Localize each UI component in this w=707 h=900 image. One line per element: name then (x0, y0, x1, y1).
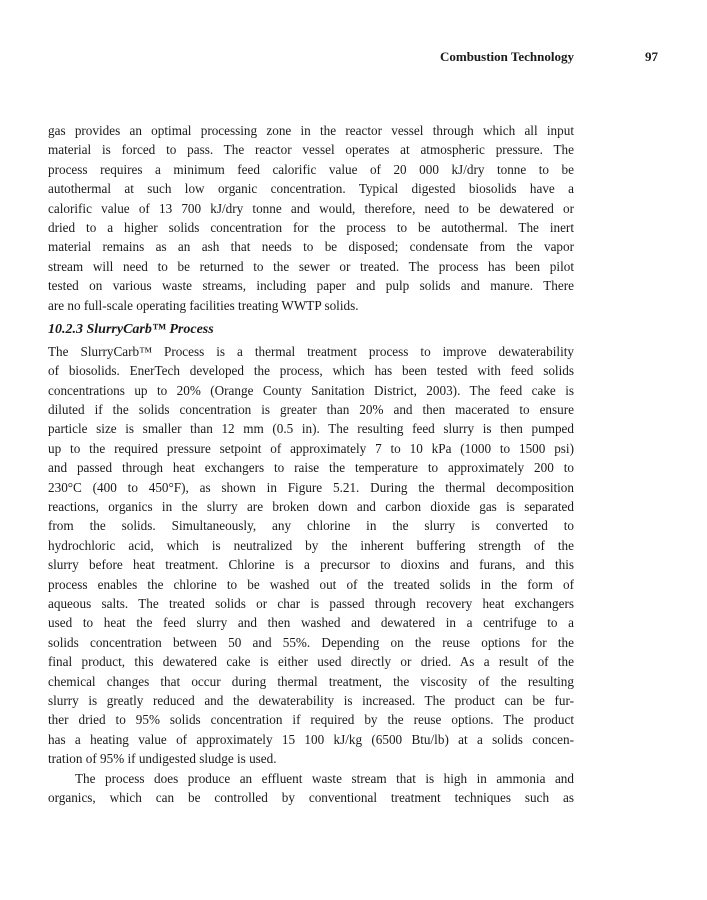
text-line: from the solids. Simultaneously, any chlorine in the slurry is converted to (48, 518, 574, 534)
text-line: of biosolids. EnerTech developed the process, which has been tested with feed solids (48, 363, 574, 379)
text-line: up to the required pressure setpoint of approximately 7 to 10 kPa (1000 to 1500 psi) (48, 440, 574, 456)
page-body (48, 121, 574, 807)
text-line: ther dried to 95% solids concentration if required by the reuse options. The product (48, 712, 574, 728)
text-line: process requires a minimum feed calorific value of 20 000 kJ/dry tonne to be (48, 161, 574, 177)
text-line: slurry before heat treatment. Chlorine is a precursor to dioxins and furans, and this (48, 557, 574, 573)
paragraph-effluent (48, 769, 574, 808)
text-line: aqueous salts. The treated solids or char is passed through recovery heat exchangers (48, 595, 574, 611)
text-line: The process does produce an effluent waste stream that is high in ammonia and (75, 770, 574, 786)
text-line: material is forced to pass. The reactor vessel operates at atmospheric pressure. The (48, 142, 574, 158)
section-heading: 10.2.3 SlurryCarb™ Process (48, 321, 214, 337)
text-line: used to heat the feed slurry and then washed and dewatered in a centrifuge to a (48, 615, 574, 631)
text-line: material remains as an ash that needs to be disposed; condensate from the vapor (48, 239, 574, 255)
text-line: and passed through heat exchangers to raise the temperature to approximately 200 to (48, 460, 574, 476)
text-line: organics, which can be controlled by conventional treatment techniques such as (48, 789, 574, 805)
text-line: autothermal at such low organic concentration. Typical digested biosolids have a (48, 181, 574, 197)
text-line: stream will need to be returned to the sewer or treated. The process has been pilot (48, 258, 574, 274)
text-line: reactions, organics in the slurry are broken down and carbon dioxide gas is separated (48, 499, 574, 515)
text-line: The SlurryCarb™ Process is a thermal treatment process to improve dewaterability (48, 343, 574, 359)
running-header (48, 49, 658, 69)
text-line: solids concentration between 50 and 55%. Depending on the reuse options for the (48, 634, 574, 650)
running-title: Combustion Technology (439, 49, 574, 64)
text-line: has a heating value of approximately 15 100 kJ/kg (6500 Btu/lb) at a solids concen- (48, 731, 574, 747)
text-line: calorific value of 13 700 kJ/dry tonne and would, therefore, need to be dewatered or (48, 200, 574, 216)
text-line: chemical changes that occur during thermal treatment, the viscosity of the resulting (48, 673, 574, 689)
text-line: final product, this dewatered cake is either used directly or dried. As a result of the (48, 654, 574, 670)
text-line: slurry is greatly reduced and the dewaterability is increased. The product can be fur- (48, 692, 574, 708)
page-number: 97 (645, 49, 658, 64)
text-line: process enables the chlorine to be washed out of the treated solids in the form of (48, 576, 574, 592)
text-line: particle size is smaller than 12 mm (0.5 in). The resulting feed slurry is then pumped (48, 421, 574, 437)
text-line: diluted if the solids concentration is greater than 20% and then macerated to ensure (48, 402, 574, 418)
text-line: concentrations up to 20% (Orange County Sanitation District, 2003). The feed cake is (48, 382, 574, 398)
text-line: are no full-scale operating facilities treating WWTP solids. (48, 297, 359, 313)
text-line: tration of 95% if undigested sludge is used. (48, 751, 277, 767)
text-line: gas provides an optimal processing zone in the reactor vessel through which all input (48, 123, 574, 138)
text-line: hydrochloric acid, which is neutralized by the inherent buffering strength of the (48, 537, 574, 553)
paragraph-continued (48, 121, 574, 315)
text-line: dried to a higher solids concentration for the process to be autothermal. The inert (48, 219, 574, 235)
text-line: 230°C (400 to 450°F), as shown in Figure 5.21. During the thermal decomposition (48, 479, 574, 495)
text-line: tested on various waste streams, including paper and pulp solids and manure. There (48, 278, 574, 294)
paragraph-slurrycarb (48, 342, 574, 769)
